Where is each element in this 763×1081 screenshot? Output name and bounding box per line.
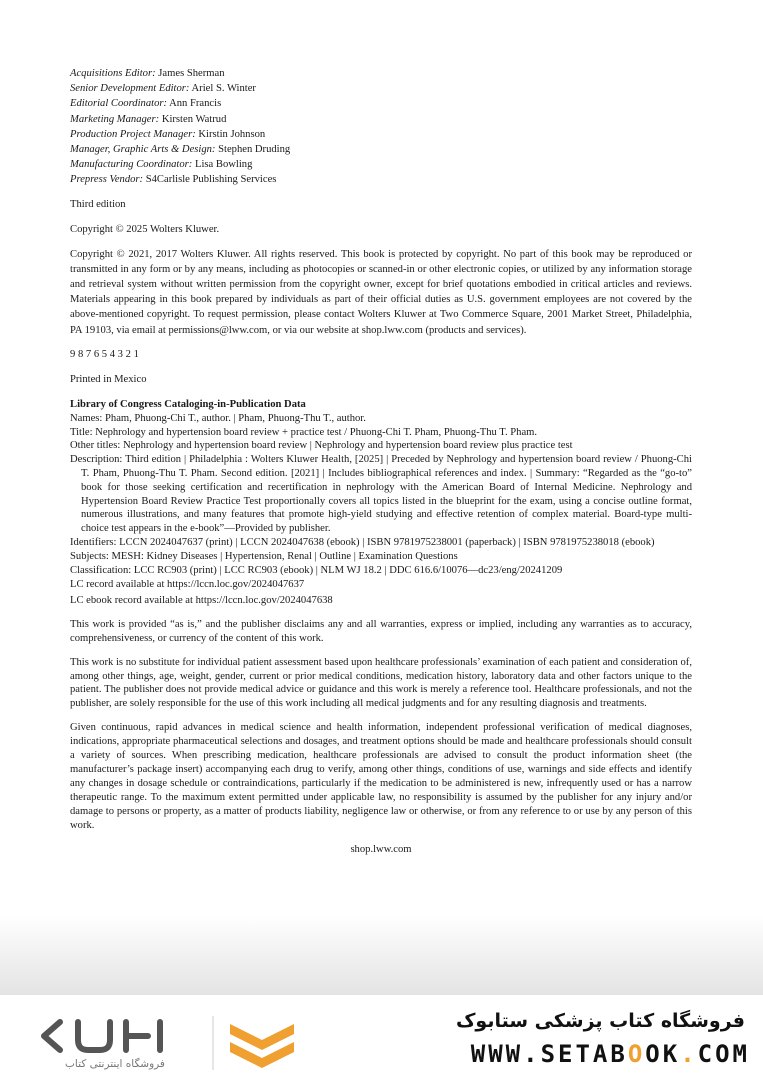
cip-heading: Library of Congress Cataloging-in-Publication Data (70, 398, 306, 410)
copyright-line: Copyright © 2025 Wolters Kluwer. (70, 223, 220, 235)
edition: Third edition (70, 199, 126, 211)
cip-description: Description: Third edition | Philadelphia : Wolters Kluwer Health, [2025] | Preceded by Nephrology and hypertension board review / Phuong-Chi T. Pham, Phuong-Thu T. Pham. Second edition. [2021] | Includes bibliographical references and index. | Summary: “Regarded as the “go-to” book for those seeking certification and recertification in nephrology with the American Board of Internal Medicine. Nephrology and Hypertension Board Review Practice Test proportionally covers all topics listed in the blueprint for the exam, using a concise outline format, numerous illustrations, and many features that promote high-yield studying and effective retention of complex material. Board-type multi-choice test appears in the e-book”—Provided by publisher. (70, 454, 692, 535)
cip-names: Names: Pham, Phuong-Chi T., author. | Pham, Phuong-Thu T., author. (70, 412, 366, 424)
disclaimer-verification: Given continuous, rapid advances in medical science and health information, independent professional verification of medical diagnoses, indications, appropriate pharmaceutical selections and dosages, and treatment options should be made and healthcare professionals should consult a variety of sources. When prescribing medication, healthcare professionals are advised to consult the product information sheet (the manufacturer’s package insert) accompanying each drug to verify, among other things, conditions of use, warnings and side effects and identify any changes in dosage schedule or contraindications, particularly if the medication to be administered is new, infrequently used or has a narrow therapeutic range. To the maximum extent permitted under applicable law, no responsibility is assumed by the publisher for any injury and/or damage to persons or property, as a matter of products liability, negligence law or otherwise, or from any reference to or use by any person of this work. (70, 722, 692, 831)
print-line: 9 8 7 6 5 4 3 2 1 (70, 349, 139, 361)
cip-identifiers: Identifiers: LCCN 2024047637 (print) | LCCN 2024047638 (ebook) | ISBN 9781975238001 (paperback) | ISBN 9781975238018 (ebook) (70, 537, 655, 549)
publisher-site: shop.lww.com (350, 844, 412, 856)
cip-subjects: Subjects: MESH: Kidney Diseases | Hypertension, Renal | Outline | Examination Questions (70, 550, 458, 562)
printed-in: Printed in Mexico (70, 373, 147, 385)
lc-record: LC record available at https://lccn.loc.gov/2024047637 (70, 579, 305, 591)
credit-line: Senior Development Editor: Ariel S. Winter (70, 83, 256, 95)
copyright-paragraph: Copyright © 2021, 2017 Wolters Kluwer. All rights reserved. This book is protected by copyright. No part of this book may be reproduced or transmitted in any form or by any means, including as photocopies or scanned-in or other electronic copies, or utilized by any information storage and retrieval system without written permission from the copyright owner, except for brief quotations embodied in critical articles and reviews. Materials appearing in this book prepared by individuals as part of their official duties as U.S. government employees are not covered by the above-mentioned copyright. To request permission, please contact Wolters Kluwer at Two Commerce Square, 2001 Market Street, Philadelphia, PA 19103, via email at permissions@lww.com, or via our website at shop.lww.com (products and services). (70, 248, 692, 336)
credits-block (70, 66, 692, 188)
credit-line: Prepress Vendor: S4Carlisle Publishing Services (70, 174, 277, 186)
cip-classification: Classification: LCC RC903 (print) | LCC RC903 (ebook) | NLM WJ 18.2 | DDC 616.6/10076—dc23/eng/20241209 (70, 564, 563, 576)
copyright-page-content (70, 66, 692, 857)
store-name: فروشگاه کتاب پزشکی ستابوک (455, 1010, 745, 1032)
disclaimer-as-is: This work is provided “as is,” and the publisher disclaims any and all warranties, express or implied, including any warranties as to accuracy, comprehensiveness, or currency of the content of this work. (70, 618, 692, 644)
credit-line: Manager, Graphic Arts & Design: Stephen Druding (70, 144, 291, 156)
credit-line: Manufacturing Coordinator: Lisa Bowling (70, 159, 253, 171)
store-url: WWW.SETABOOK.COM (470, 1040, 750, 1068)
cip-other-titles: Other titles: Nephrology and hypertension board review | Nephrology and hypertension board review plus practice test (70, 440, 573, 452)
disclaimer-patient-assessment: This work is no substitute for individual patient assessment based upon healthcare professionals’ examination of each patient and consideration of, among other things, age, weight, gender, current or prior medical conditions, medication history, laboratory data and other factors unique to the patient. The publisher does not provide medical advice or guidance and this work is merely a reference tool. Healthcare professionals, and not the publisher, are solely responsible for the use of this work including all medical judgments and for any resulting diagnosis and treatments. (70, 656, 692, 710)
credit-line: Acquisitions Editor: James Sherman (70, 68, 225, 79)
logo-tagline: فروشگاه اینترنتی کتاب (65, 1058, 165, 1070)
credit-line: Marketing Manager: Kirsten Watrud (70, 113, 227, 125)
cip-title: Title: Nephrology and hypertension board review + practice test / Phuong-Chi T. Pham, Phuong-Thu T. Pham. (70, 426, 538, 438)
lc-ebook-record: LC ebook record available at https://lccn.loc.gov/2024047638 (70, 594, 333, 606)
credit-line: Editorial Coordinator: Ann Francis (70, 98, 222, 110)
credit-line: Production Project Manager: Kirstin Johnson (70, 128, 266, 140)
cip-block (70, 397, 692, 608)
